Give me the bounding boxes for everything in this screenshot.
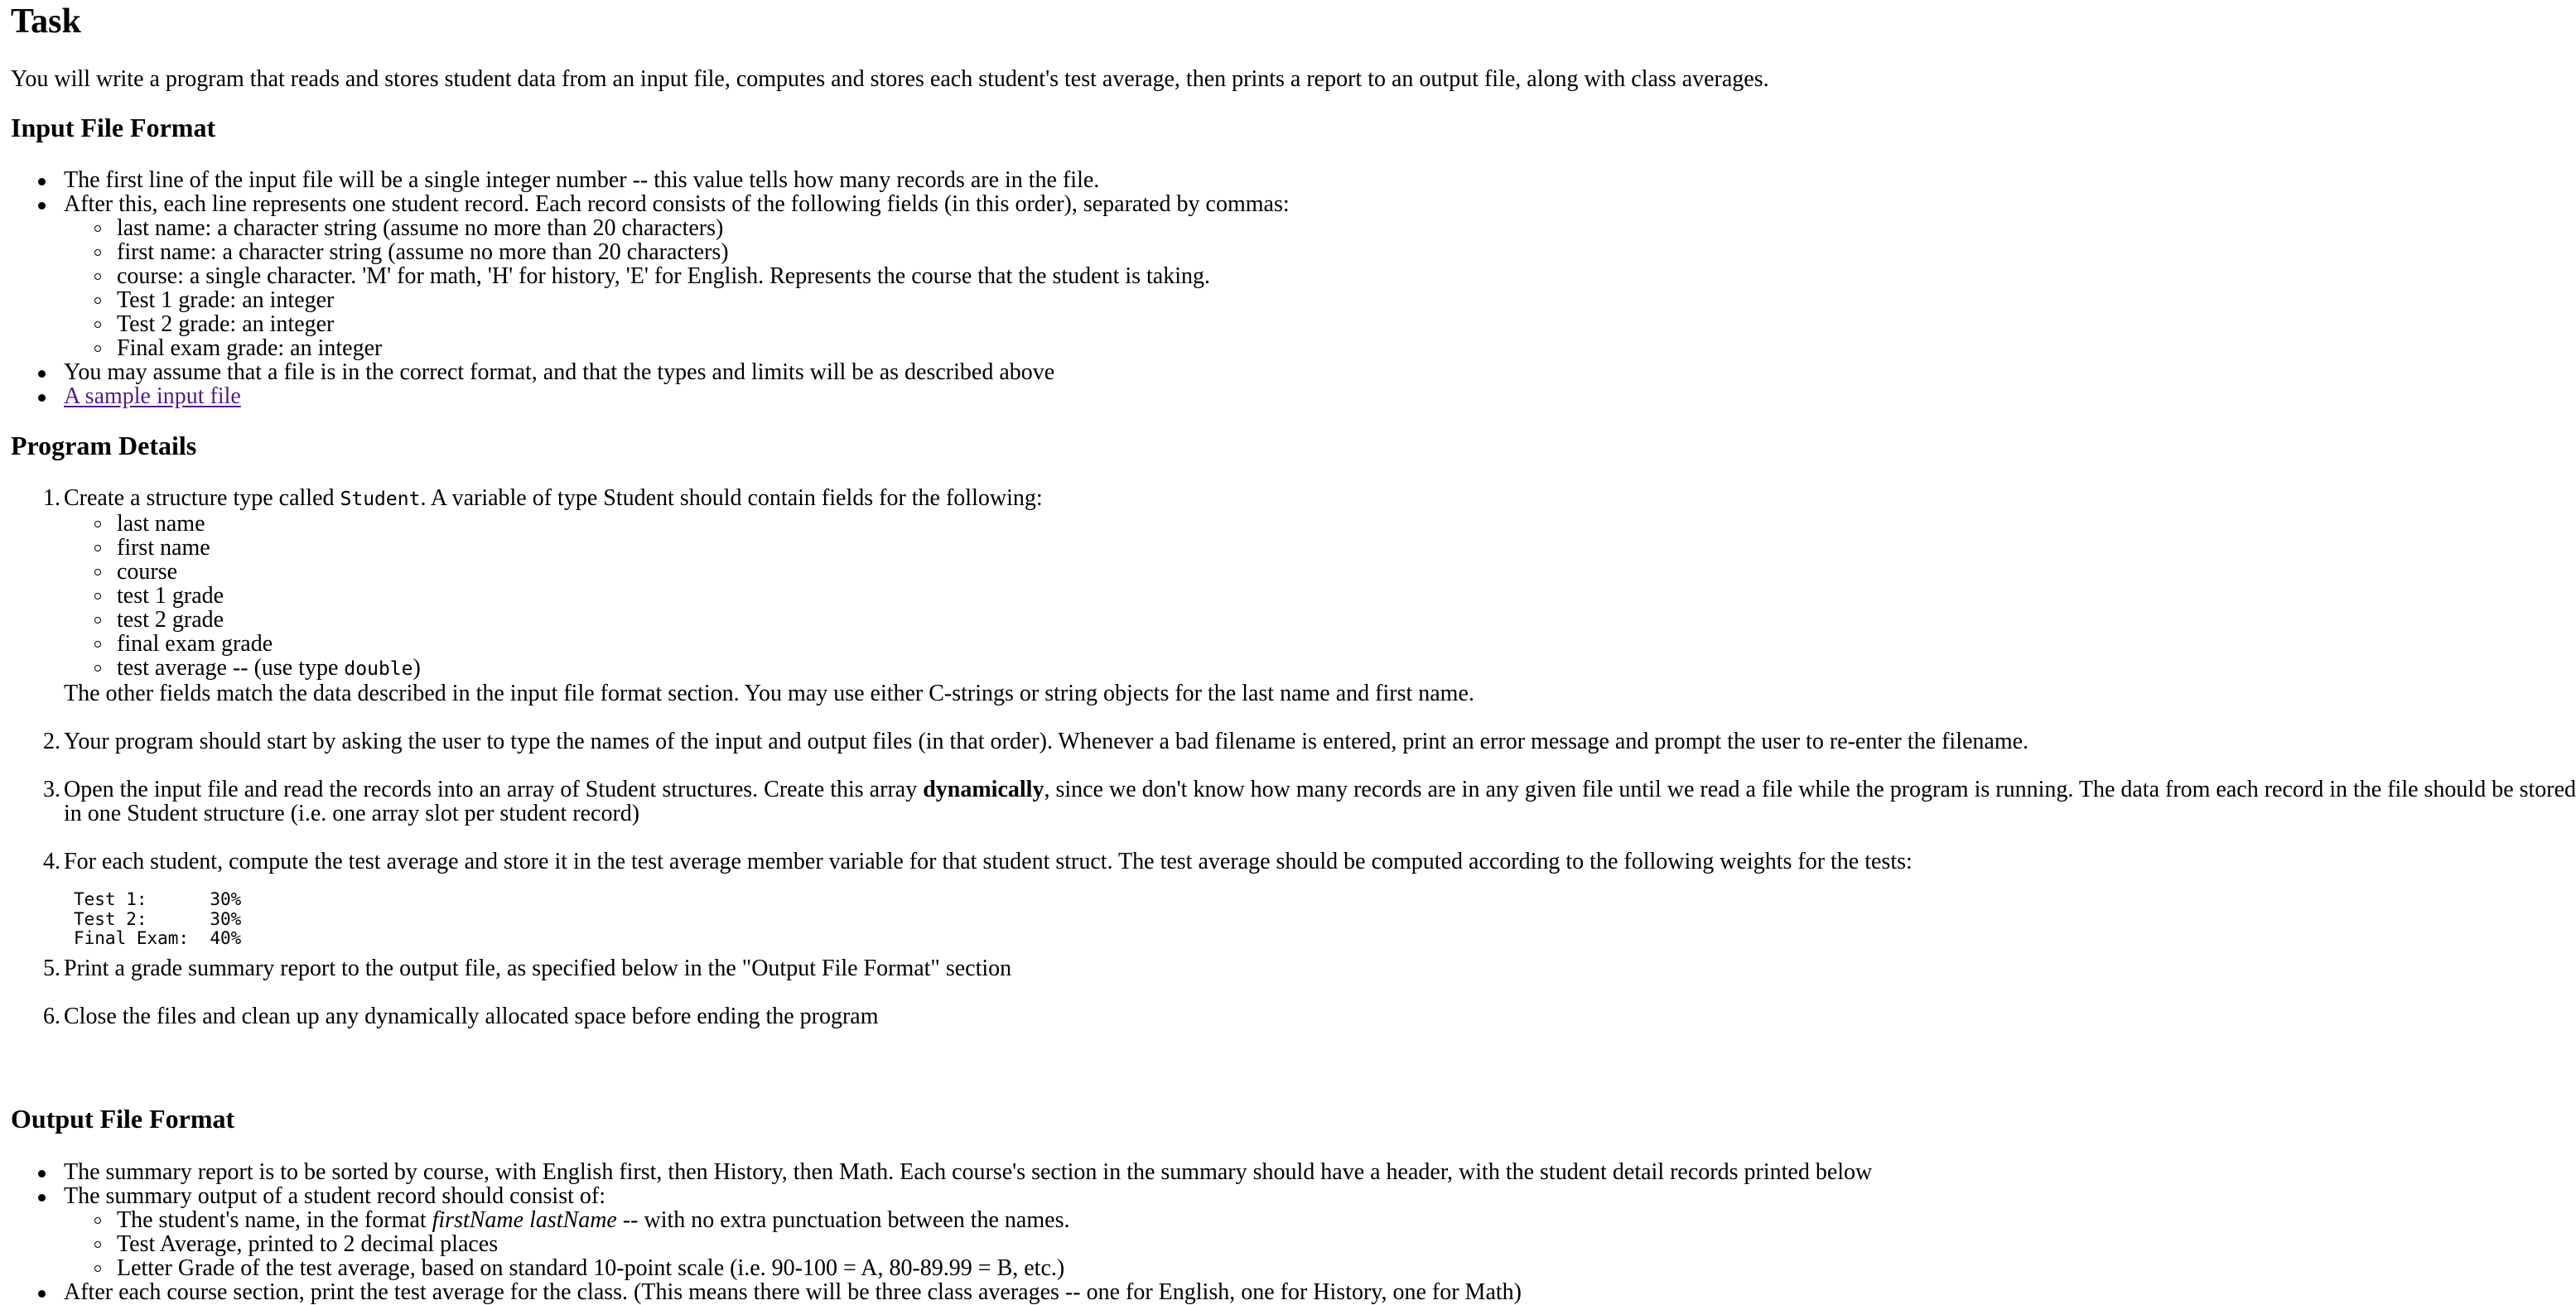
item-number: 1. <box>43 485 60 511</box>
list-item <box>43 729 2576 754</box>
output-format-list <box>64 1160 1872 1304</box>
field-item-last-name: last name: a character string (assume no more than 20 characters) <box>117 216 1290 240</box>
double-code: double <box>344 658 413 680</box>
summary-field-name <box>117 1208 1872 1232</box>
student-field-item: first name <box>117 536 2576 560</box>
item1-note: The other fields match the data described in the input file format section. You may use either C-strings or string objects for the last name and first name. <box>64 681 1474 706</box>
list-item <box>64 192 1290 360</box>
item3-line2: in one Student structure (i.e. one array slot per student record) <box>64 801 640 826</box>
student-field-item: final exam grade <box>117 632 2576 656</box>
item-number: 2. <box>43 729 60 754</box>
task-heading: Task <box>11 2 81 41</box>
list-item <box>64 168 1290 192</box>
output-format-heading: Output File Format <box>11 1104 235 1134</box>
student-field-item <box>117 656 2576 681</box>
output-bullet-class-average: After each course section, print the test average for the class. (This means there will be three class averages -- one for English, one for History, one for Math) <box>64 1279 1522 1305</box>
item3-text-pre: Open the input file and read the records into an array of Student structures. Create this array <box>64 777 924 802</box>
summary-field-letter: Letter Grade of the test average, based on standard 10-point scale (i.e. 90-100 = A, 80-89.99 = B, etc.) <box>117 1256 1872 1280</box>
field-item-test2: Test 2 grade: an integer <box>117 312 1290 336</box>
item6-text: Close the files and clean up any dynamically allocated space before ending the program <box>64 1003 879 1029</box>
student-field-item: last name <box>117 512 2576 536</box>
field-item-final: Final exam grade: an integer <box>117 336 1290 360</box>
item-number: 4. <box>43 849 60 874</box>
list-item <box>43 955 2576 981</box>
name-format-post: -- with no extra punctuation between the names. <box>616 1207 1070 1233</box>
sample-input-file-link[interactable]: A sample input file <box>64 383 241 409</box>
student-field-item: test 1 grade <box>117 584 2576 608</box>
list-item <box>64 1184 1872 1280</box>
list-item <box>64 384 1290 408</box>
test-weights-block: Test 1: 30% Test 2: 30% Final Exam: 40% <box>74 889 242 948</box>
task-intro: You will write a program that reads and stores student data from an input file, computes and stores each student's test average, then prints a report to an output file, along with class averages. <box>11 66 1769 92</box>
program-details-list <box>43 485 2576 1029</box>
field-item-first-name: first name: a character string (assume no more than 20 characters) <box>117 240 1290 264</box>
summary-field-average: Test Average, printed to 2 decimal places <box>117 1232 1872 1256</box>
item1-text-post: . A variable of type Student should contain fields for the following: <box>420 485 1043 511</box>
output-bullet-sorted: The summary report is to be sorted by course, with English first, then History, then Math. Each course's section in the summary should have a header, with the student detail records printed below <box>64 1159 1873 1185</box>
list-item <box>43 777 2576 826</box>
input-format-heading: Input File Format <box>11 113 216 142</box>
student-field-item: test 2 grade <box>117 608 2576 632</box>
item1-text: Create a structure type called <box>64 485 340 511</box>
test-average-text: test average -- (use type <box>117 655 345 681</box>
item5-text: Print a grade summary report to the output file, as specified below in the "Output File Format" section <box>64 955 1012 981</box>
student-fields-list <box>117 512 2576 681</box>
item-number: 3. <box>43 777 60 802</box>
list-item <box>64 360 1290 384</box>
item3-text-post: , since we don't know how many records are in any given file until we read a file while the program is running. The data from each record in the file should be stored <box>1044 777 2576 802</box>
student-field-item: course <box>117 560 2576 584</box>
field-item-course: course: a single character. 'M' for math, 'H' for history, 'E' for English. Represents the course that the student is taking. <box>117 264 1290 288</box>
program-details-heading: Program Details <box>11 431 197 460</box>
item4-text: For each student, compute the test average and store it in the test average member variable for that student struct. The test average should be computed according to the following weights for the tests: <box>64 849 1913 874</box>
student-code: Student <box>340 489 421 510</box>
name-format-pre: The student's name, in the format <box>117 1207 432 1233</box>
list-item <box>43 1003 2576 1029</box>
summary-fields-list <box>117 1208 1872 1280</box>
output-bullet-summary: The summary output of a student record should consist of: <box>64 1183 605 1209</box>
item-number: 6. <box>43 1003 60 1029</box>
input-bullet-first-line: The first line of the input file will be a single integer number -- this value tells how many records are in the file. <box>64 167 1100 193</box>
test-average-close: ) <box>412 655 421 681</box>
list-item <box>64 1160 1872 1184</box>
dynamically-bold: dynamically <box>923 777 1044 802</box>
input-format-list <box>64 168 1290 408</box>
list-item <box>43 485 2576 706</box>
field-item-test1: Test 1 grade: an integer <box>117 288 1290 312</box>
list-item <box>64 1280 1872 1304</box>
input-bullet-records: After this, each line represents one student record. Each record consists of the following fields (in this order), separated by commas: <box>64 191 1290 217</box>
input-bullet-assume: You may assume that a file is in the correct format, and that the types and limits will be as described above <box>64 359 1055 385</box>
item3-line1 <box>64 778 2576 802</box>
item-number: 5. <box>43 955 60 981</box>
item2-text: Your program should start by asking the user to type the names of the input and output files (in that order). Whenever a bad filename is entered, print an error message and prompt the user to re-enter the filename. <box>64 729 2029 754</box>
list-item <box>43 849 2576 949</box>
name-format-italic: firstName lastName <box>432 1207 617 1233</box>
record-fields-list <box>117 216 1290 360</box>
